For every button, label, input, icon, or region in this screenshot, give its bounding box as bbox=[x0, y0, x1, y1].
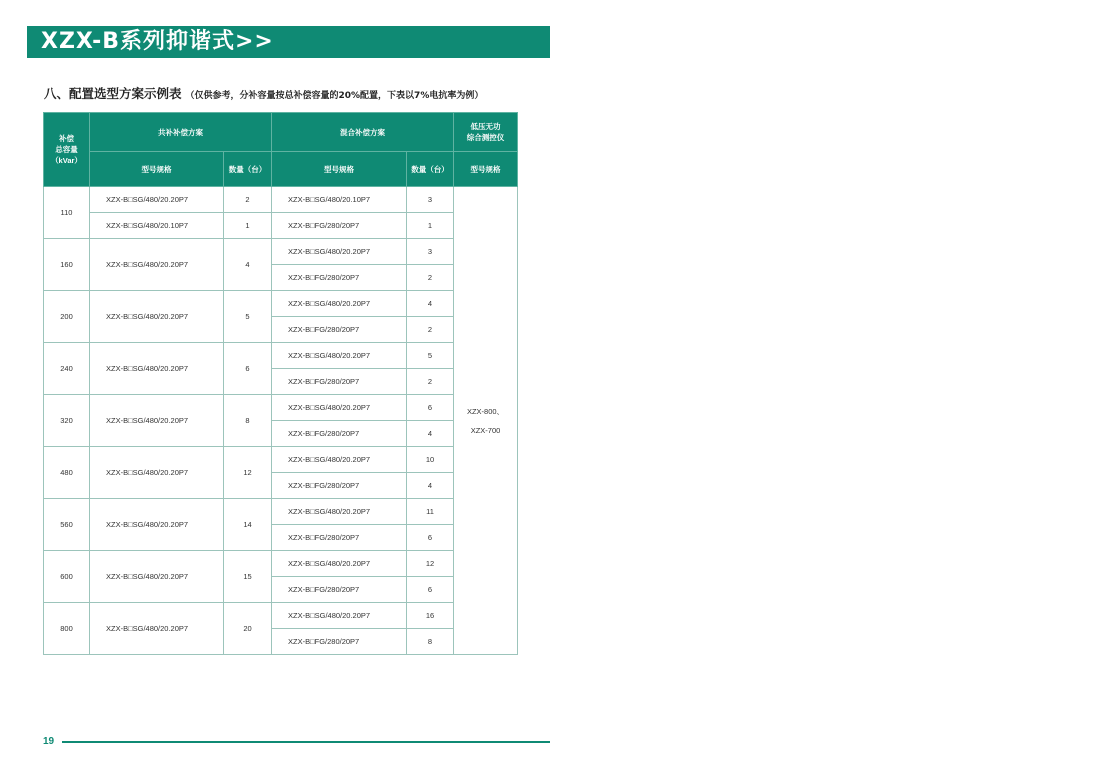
mixed-qty-cell: 4 bbox=[407, 421, 454, 447]
common-qty-cell: 14 bbox=[224, 499, 272, 551]
common-qty-cell: 6 bbox=[224, 343, 272, 395]
common-model-cell: XZX-B□SG/480/20.20P7 bbox=[90, 187, 224, 213]
capacity-cell: 160 bbox=[44, 239, 90, 291]
header-capacity: 补偿 总容量 （kVar） bbox=[44, 113, 90, 187]
mixed-model-cell: XZX-B□SG/480/20.20P7 bbox=[272, 551, 407, 577]
controller-model-1: XZX-800、 bbox=[466, 407, 505, 416]
page-number: 19 bbox=[43, 736, 55, 747]
table-row bbox=[44, 551, 518, 577]
common-model-cell: XZX-B□SG/480/20.20P7 bbox=[90, 291, 224, 343]
table-row bbox=[44, 343, 518, 369]
header-common: 共补补偿方案 bbox=[90, 113, 272, 152]
mixed-qty-cell: 3 bbox=[407, 187, 454, 213]
common-model-cell: XZX-B□SG/480/20.10P7 bbox=[90, 213, 224, 239]
section-title bbox=[44, 84, 483, 102]
mixed-model-cell: XZX-B□FG/280/20P7 bbox=[272, 265, 407, 291]
mixed-model-cell: XZX-B□SG/480/20.20P7 bbox=[272, 395, 407, 421]
table-row bbox=[44, 291, 518, 317]
mixed-qty-cell: 16 bbox=[407, 603, 454, 629]
mixed-model-cell: XZX-B□FG/280/20P7 bbox=[272, 577, 407, 603]
header-mixed: 混合补偿方案 bbox=[272, 113, 454, 152]
mixed-qty-cell: 6 bbox=[407, 525, 454, 551]
capacity-cell: 110 bbox=[44, 187, 90, 239]
mixed-qty-cell: 1 bbox=[407, 213, 454, 239]
common-qty-cell: 15 bbox=[224, 551, 272, 603]
mixed-model-cell: XZX-B□SG/480/20.10P7 bbox=[272, 187, 407, 213]
mixed-model-cell: XZX-B□FG/280/20P7 bbox=[272, 369, 407, 395]
mixed-qty-cell: 8 bbox=[407, 629, 454, 655]
mixed-qty-cell: 2 bbox=[407, 369, 454, 395]
mixed-qty-cell: 4 bbox=[407, 473, 454, 499]
mixed-qty-cell: 3 bbox=[407, 239, 454, 265]
mixed-qty-cell: 10 bbox=[407, 447, 454, 473]
mixed-model-cell: XZX-B□FG/280/20P7 bbox=[272, 525, 407, 551]
common-qty-cell: 12 bbox=[224, 447, 272, 499]
footer-divider bbox=[62, 741, 550, 743]
controller-model-cell bbox=[454, 187, 518, 655]
capacity-cell: 320 bbox=[44, 395, 90, 447]
mixed-model-cell: XZX-B□SG/480/20.20P7 bbox=[272, 343, 407, 369]
mixed-qty-cell: 2 bbox=[407, 317, 454, 343]
mixed-qty-cell: 11 bbox=[407, 499, 454, 525]
mixed-model-cell: XZX-B□SG/480/20.20P7 bbox=[272, 291, 407, 317]
header-mixed-model: 型号规格 bbox=[272, 152, 407, 187]
mixed-qty-cell: 5 bbox=[407, 343, 454, 369]
mixed-model-cell: XZX-B□SG/480/20.20P7 bbox=[272, 447, 407, 473]
common-model-cell: XZX-B□SG/480/20.20P7 bbox=[90, 343, 224, 395]
mixed-model-cell: XZX-B□FG/280/20P7 bbox=[272, 213, 407, 239]
table-row bbox=[44, 187, 518, 213]
header-common-qty: 数量（台） bbox=[224, 152, 272, 187]
common-model-cell: XZX-B□SG/480/20.20P7 bbox=[90, 603, 224, 655]
capacity-cell: 200 bbox=[44, 291, 90, 343]
capacity-cell: 480 bbox=[44, 447, 90, 499]
mixed-qty-cell: 2 bbox=[407, 265, 454, 291]
controller-model-2: XZX-700 bbox=[470, 426, 501, 435]
common-qty-cell: 2 bbox=[224, 187, 272, 213]
section-title-note: （仅供参考，分补容量按总补偿容量的20%配置，下表以7%电抗率为例） bbox=[185, 91, 484, 101]
common-model-cell: XZX-B□SG/480/20.20P7 bbox=[90, 447, 224, 499]
capacity-cell: 600 bbox=[44, 551, 90, 603]
mixed-model-cell: XZX-B□FG/280/20P7 bbox=[272, 317, 407, 343]
section-header-bar bbox=[27, 26, 550, 58]
mixed-model-cell: XZX-B□SG/480/20.20P7 bbox=[272, 499, 407, 525]
mixed-model-cell: XZX-B□SG/480/20.20P7 bbox=[272, 239, 407, 265]
header-controller: 低压无功 综合测控仪 bbox=[454, 113, 518, 152]
mixed-qty-cell: 6 bbox=[407, 395, 454, 421]
common-model-cell: XZX-B□SG/480/20.20P7 bbox=[90, 239, 224, 291]
mixed-qty-cell: 12 bbox=[407, 551, 454, 577]
common-model-cell: XZX-B□SG/480/20.20P7 bbox=[90, 551, 224, 603]
mixed-qty-cell: 4 bbox=[407, 291, 454, 317]
mixed-model-cell: XZX-B□FG/280/20P7 bbox=[272, 629, 407, 655]
header-common-model: 型号规格 bbox=[90, 152, 224, 187]
configuration-table bbox=[43, 112, 518, 655]
table-row bbox=[44, 603, 518, 629]
mixed-model-cell: XZX-B□FG/280/20P7 bbox=[272, 421, 407, 447]
capacity-cell: 560 bbox=[44, 499, 90, 551]
header-controller-model: 型号规格 bbox=[454, 152, 518, 187]
capacity-cell: 240 bbox=[44, 343, 90, 395]
mixed-model-cell: XZX-B□FG/280/20P7 bbox=[272, 473, 407, 499]
table-row bbox=[44, 239, 518, 265]
capacity-cell: 800 bbox=[44, 603, 90, 655]
table-row bbox=[44, 447, 518, 473]
table-row bbox=[44, 395, 518, 421]
header-mixed-qty: 数量（台） bbox=[407, 152, 454, 187]
common-model-cell: XZX-B□SG/480/20.20P7 bbox=[90, 395, 224, 447]
common-qty-cell: 1 bbox=[224, 213, 272, 239]
common-qty-cell: 20 bbox=[224, 603, 272, 655]
table-row bbox=[44, 499, 518, 525]
common-qty-cell: 4 bbox=[224, 239, 272, 291]
header-title: XZX-B系列抑谐式>> bbox=[41, 29, 274, 54]
mixed-qty-cell: 6 bbox=[407, 577, 454, 603]
common-qty-cell: 5 bbox=[224, 291, 272, 343]
mixed-model-cell: XZX-B□SG/480/20.20P7 bbox=[272, 603, 407, 629]
section-title-text: 八、配置选型方案示例表 bbox=[44, 86, 182, 101]
common-model-cell: XZX-B□SG/480/20.20P7 bbox=[90, 499, 224, 551]
common-qty-cell: 8 bbox=[224, 395, 272, 447]
table-row bbox=[44, 213, 518, 239]
